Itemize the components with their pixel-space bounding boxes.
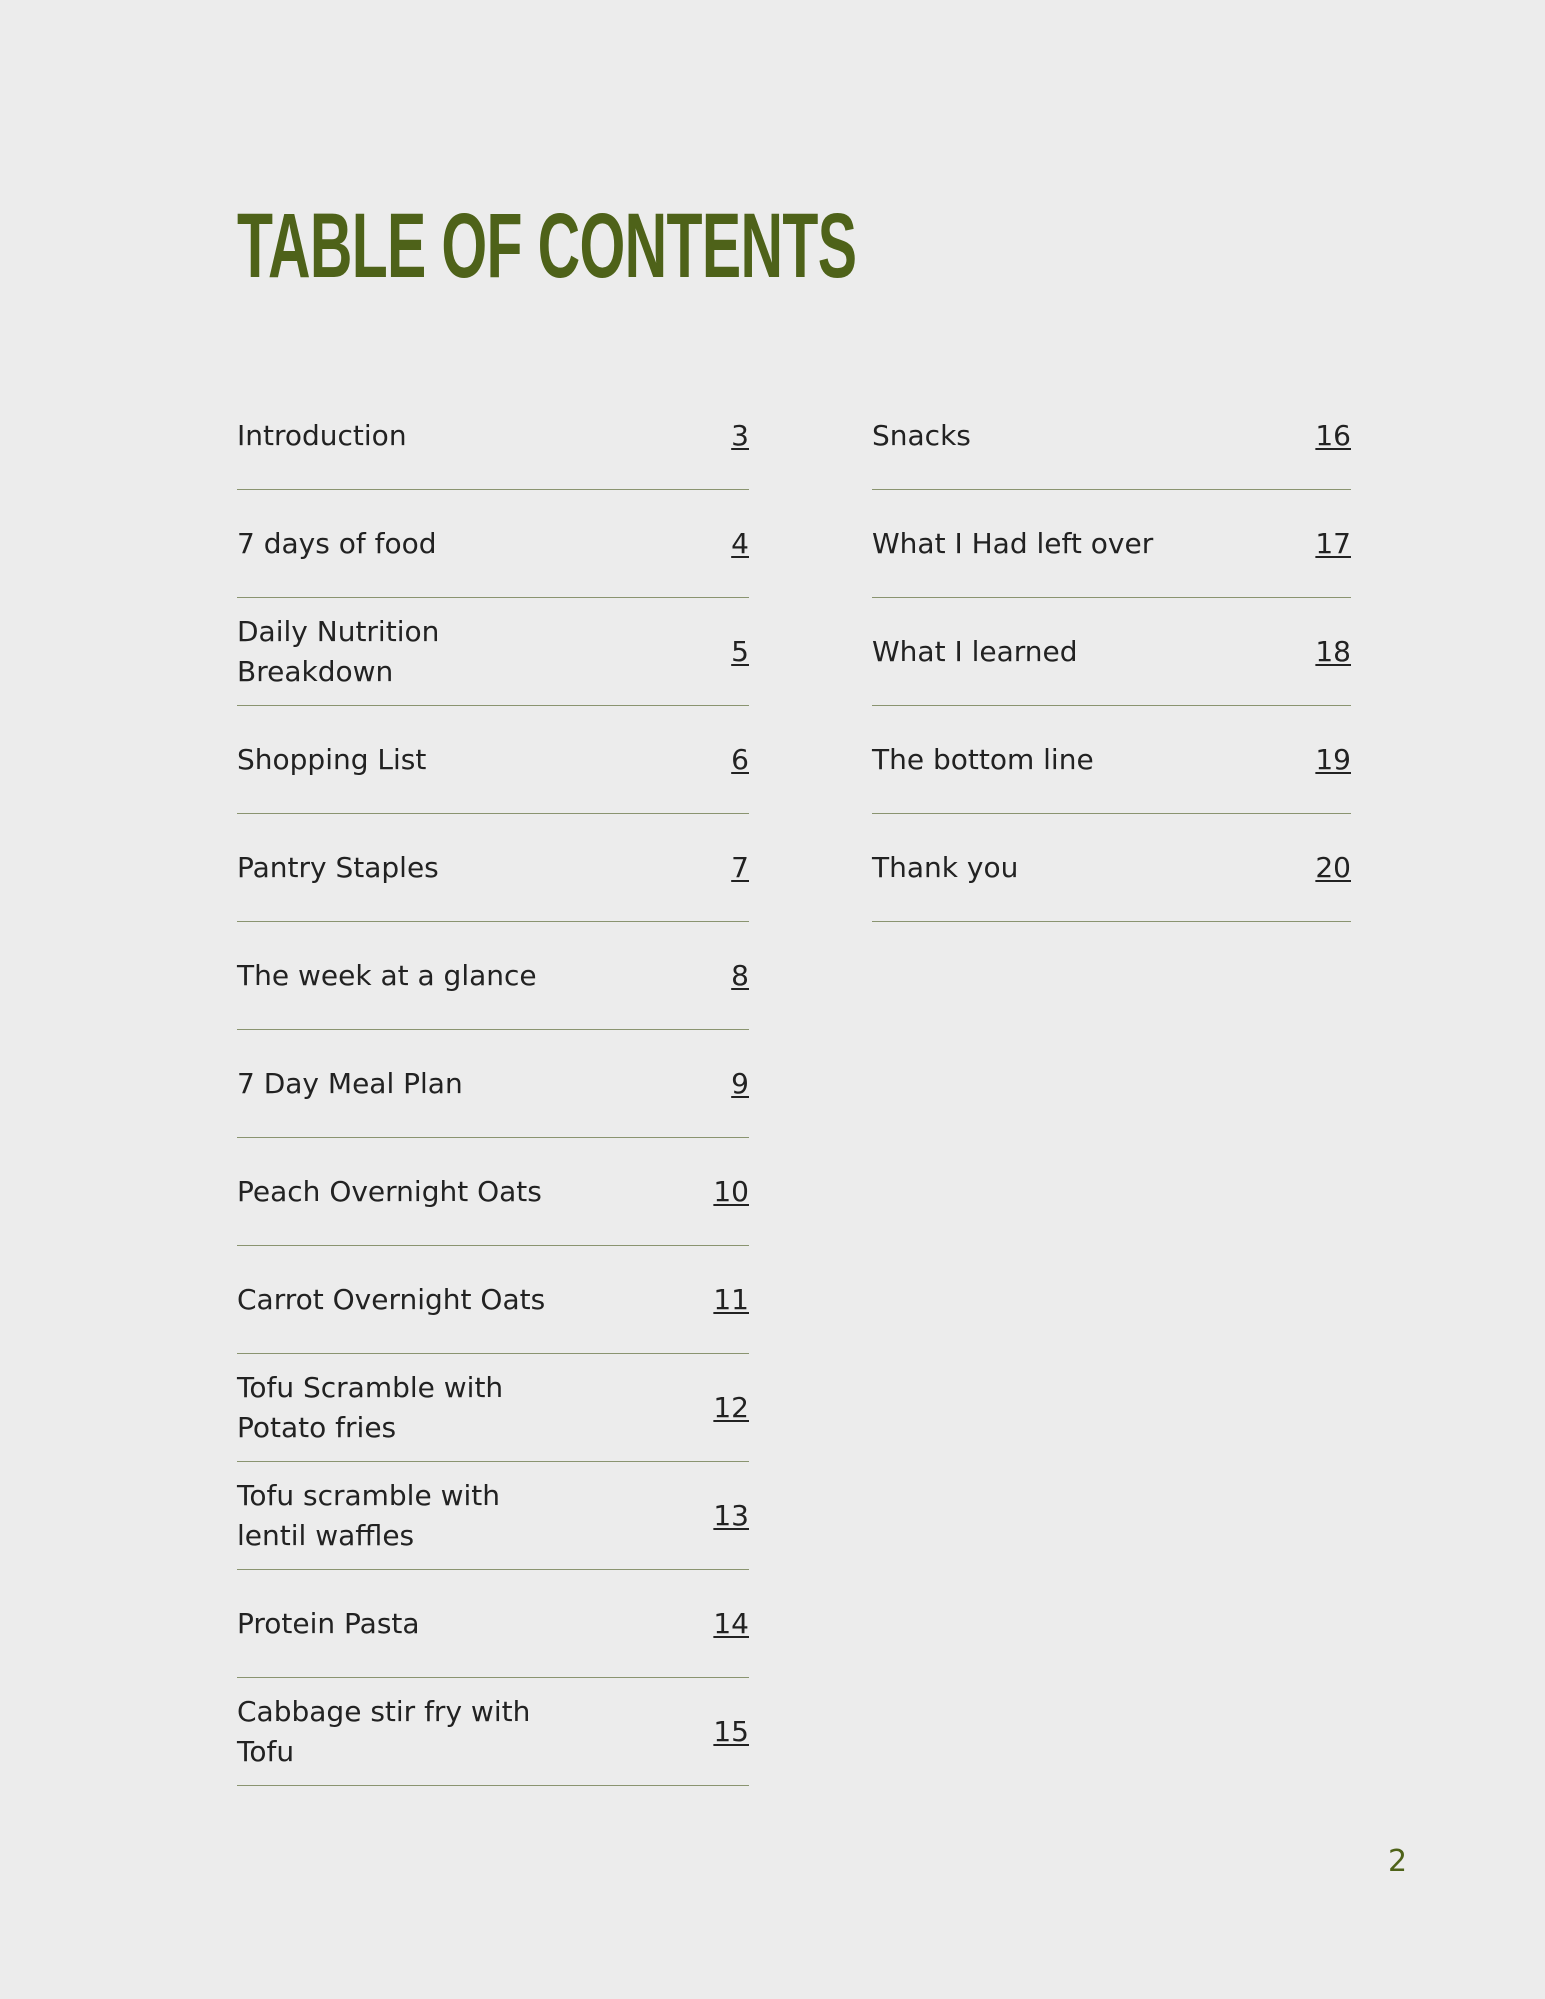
toc-entry-label: Cabbage stir fry with Tofu: [237, 1694, 531, 1768]
toc-entry-page-link[interactable]: 9: [731, 1066, 749, 1100]
toc-entry-label: Tofu Scramble with Potato fries: [237, 1370, 504, 1444]
toc-entry-page-link[interactable]: 20: [1315, 850, 1351, 884]
toc-entry[interactable]: [872, 598, 1351, 706]
toc-entry-page-link[interactable]: 4: [731, 526, 749, 560]
toc-entry-page-link[interactable]: 17: [1315, 526, 1351, 560]
toc-entry-label: The bottom line: [872, 742, 1094, 776]
toc-entry[interactable]: [237, 1678, 749, 1786]
toc-entry[interactable]: [872, 490, 1351, 598]
toc-entry[interactable]: [237, 922, 749, 1030]
toc-entry-page-link[interactable]: 16: [1315, 418, 1351, 452]
toc-entry[interactable]: [872, 706, 1351, 814]
toc-entry-label: Shopping List: [237, 742, 427, 776]
toc-entry[interactable]: [237, 1570, 749, 1678]
toc-entry-page-link[interactable]: 14: [713, 1606, 749, 1640]
toc-entry-label: Tofu scramble with lentil waffles: [237, 1478, 500, 1552]
toc-entry-label: 7 days of food: [237, 526, 437, 560]
toc-entry[interactable]: [237, 1138, 749, 1246]
toc-entry-label: Introduction: [237, 418, 407, 452]
toc-left-column: [237, 382, 749, 1786]
toc-entry-page-link[interactable]: 15: [713, 1714, 749, 1748]
page-number: 2: [1388, 1844, 1408, 1879]
toc-entry[interactable]: [872, 814, 1351, 922]
toc-entry[interactable]: [237, 1246, 749, 1354]
toc-entry-label: What I learned: [872, 634, 1078, 668]
toc-entry-page-link[interactable]: 3: [731, 418, 749, 452]
toc-entry[interactable]: [237, 382, 749, 490]
toc-entry-label: Snacks: [872, 418, 971, 452]
toc-entry[interactable]: [237, 598, 749, 706]
toc-entry-label: Pantry Staples: [237, 850, 439, 884]
toc-entry[interactable]: [872, 382, 1351, 490]
toc-entry-label: What I Had left over: [872, 526, 1154, 560]
toc-entry-label: Protein Pasta: [237, 1606, 420, 1640]
toc-entry-page-link[interactable]: 11: [713, 1282, 749, 1316]
toc-entry-page-link[interactable]: 7: [731, 850, 749, 884]
toc-entry-page-link[interactable]: 8: [731, 958, 749, 992]
toc-entry-label: Carrot Overnight Oats: [237, 1282, 546, 1316]
toc-entry[interactable]: [237, 1030, 749, 1138]
toc-entry-label: Thank you: [872, 850, 1019, 884]
toc-entry-page-link[interactable]: 10: [713, 1174, 749, 1208]
toc-entry-page-link[interactable]: 13: [713, 1498, 749, 1532]
toc-entry-page-link[interactable]: 5: [731, 634, 749, 668]
toc-entry-label: Peach Overnight Oats: [237, 1174, 542, 1208]
toc-entry-page-link[interactable]: 19: [1315, 742, 1351, 776]
toc-entry-page-link[interactable]: 18: [1315, 634, 1351, 668]
toc-entry[interactable]: [237, 706, 749, 814]
toc-entry-page-link[interactable]: 12: [713, 1390, 749, 1424]
toc-entry-label: Daily Nutrition Breakdown: [237, 614, 440, 688]
toc-entry-page-link[interactable]: 6: [731, 742, 749, 776]
toc-entry[interactable]: [237, 1462, 749, 1570]
toc-entry[interactable]: [237, 814, 749, 922]
toc-entry[interactable]: [237, 1354, 749, 1462]
page-title: TABLE OF CONTENTS: [237, 195, 857, 297]
toc-right-column: [872, 382, 1351, 922]
toc-entry[interactable]: [237, 490, 749, 598]
toc-entry-label: 7 Day Meal Plan: [237, 1066, 463, 1100]
toc-entry-label: The week at a glance: [237, 958, 537, 992]
